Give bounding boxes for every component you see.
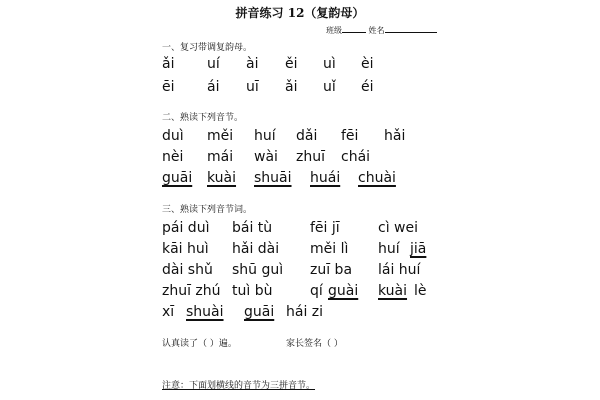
- syllable: uì: [323, 56, 336, 72]
- word: zhuī zhú: [162, 283, 221, 299]
- syllable: duì: [162, 128, 184, 144]
- word: měi lì: [310, 241, 349, 257]
- section3-heading: 三、熟读下列音节词。: [162, 205, 253, 215]
- word: fēi jī: [310, 220, 340, 236]
- read-count-line: 认真读了（ ）遍。: [162, 339, 237, 349]
- word: tuì bù: [232, 283, 273, 299]
- word: hái zi: [286, 304, 324, 320]
- syllable: hǎi: [384, 128, 406, 144]
- syllable: uī: [246, 79, 259, 95]
- word: huí: [378, 241, 400, 257]
- syllable: nèi: [162, 149, 184, 165]
- class-blank: [342, 24, 366, 33]
- syllable-underlined: huái: [310, 170, 341, 186]
- syllable: éi: [361, 79, 374, 95]
- syllable: èi: [361, 56, 374, 72]
- syllable: uí: [207, 56, 220, 72]
- syllable-underlined: guāi: [162, 170, 193, 186]
- parent-signature-line: 家长签名（ ）: [286, 339, 343, 349]
- word: cì wei: [378, 220, 418, 236]
- word-underlined: jiā: [410, 241, 427, 257]
- syllable: huí: [254, 128, 276, 144]
- syllable: ěi: [285, 56, 298, 72]
- word-underlined: guāi: [244, 304, 275, 320]
- word: zuī ba: [310, 262, 353, 278]
- name-blank: [385, 24, 437, 33]
- word: qí: [310, 283, 323, 299]
- syllable: zhuī: [296, 149, 325, 165]
- syllable: ēi: [162, 79, 175, 95]
- word-underlined: shuài: [186, 304, 224, 320]
- syllable: ǎi: [162, 56, 175, 72]
- syllable: wài: [254, 149, 278, 165]
- syllable-underlined: chuài: [358, 170, 396, 186]
- syllable: ǎi: [285, 79, 298, 95]
- word: xī: [162, 304, 175, 320]
- word: shū guì: [232, 262, 284, 278]
- syllable: dǎi: [296, 128, 318, 144]
- syllable: měi: [207, 128, 234, 144]
- syllable: ái: [207, 79, 220, 95]
- syllable-underlined: shuāi: [254, 170, 292, 186]
- word: dài shǔ: [162, 262, 213, 278]
- note: 注意：下面划横线的音节为三拼音节。: [162, 381, 316, 391]
- word-underlined: kuài: [378, 283, 408, 299]
- syllable: mái: [207, 149, 234, 165]
- word: lái huí: [378, 262, 421, 278]
- syllable-underlined: kuài: [207, 170, 237, 186]
- name-label: 姓名: [368, 26, 385, 35]
- section2-heading: 二、熟读下列音节。: [162, 113, 244, 123]
- word: kāi huì: [162, 241, 209, 257]
- syllable: fēi: [341, 128, 359, 144]
- word: bái tù: [232, 220, 273, 236]
- class-label: 班级: [326, 26, 342, 35]
- word-underlined: guài: [328, 283, 359, 299]
- page-title: 拼音练习 12（复韵母）: [235, 6, 365, 20]
- section1-heading: 一、复习带调复韵母。: [162, 43, 253, 53]
- word: pái duì: [162, 220, 210, 236]
- word: hǎi dài: [232, 241, 280, 257]
- syllable: ài: [246, 56, 259, 72]
- class-name-line: [326, 24, 437, 36]
- word: lè: [414, 283, 427, 299]
- syllable: chái: [341, 149, 371, 165]
- syllable: uǐ: [323, 79, 336, 95]
